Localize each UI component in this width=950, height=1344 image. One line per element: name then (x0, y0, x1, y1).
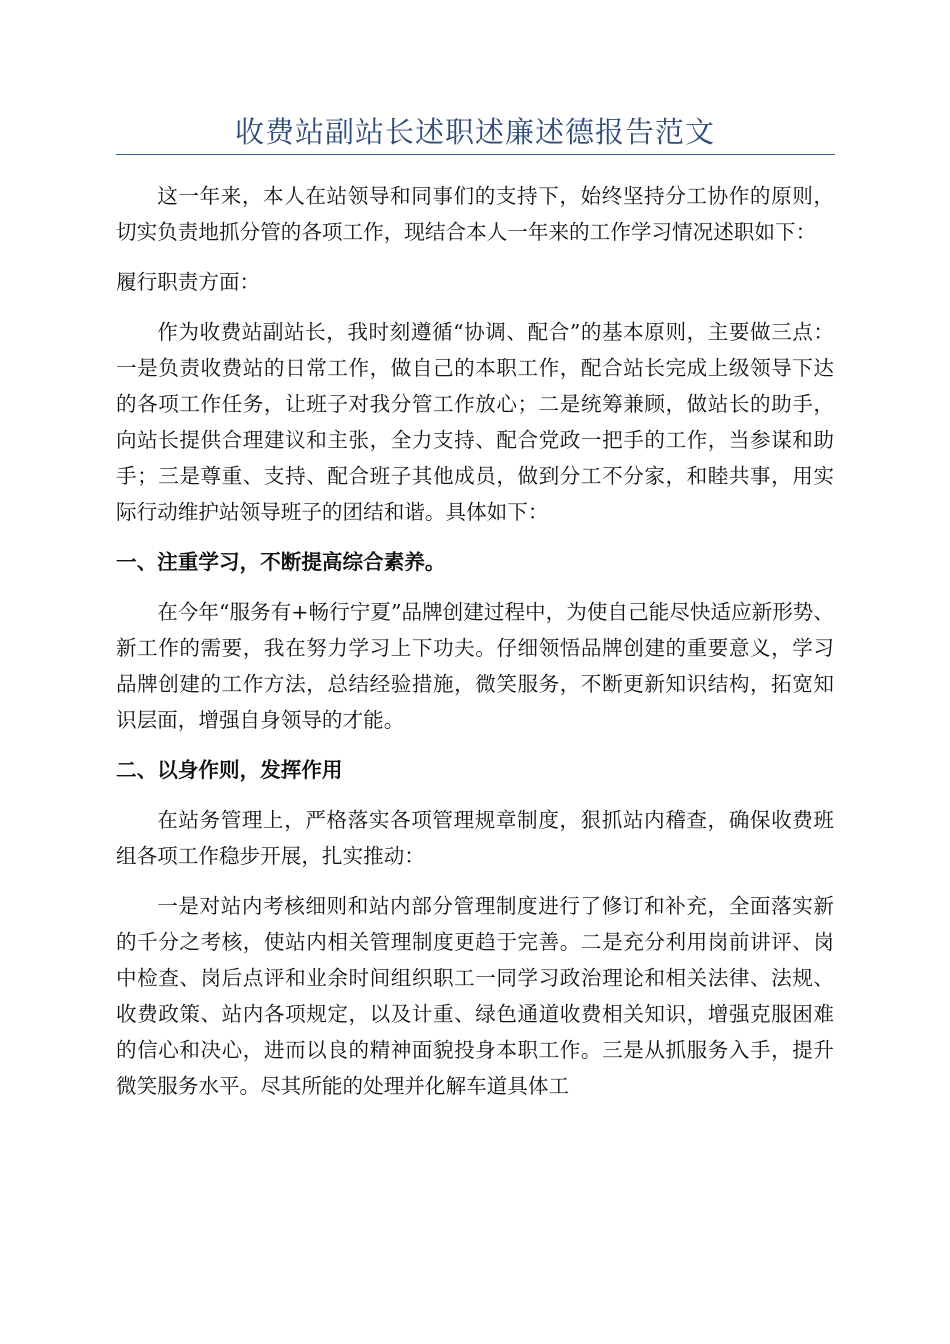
title-underline (116, 154, 835, 155)
paragraph-learning: 在今年“服务有+畅行宁夏”品牌创建过程中，为使自己能尽快适应新形势、新工作的需要，我在努力学习上下功夫。仔细领悟品牌创建的重要意义，学习品牌创建的工作方法，总结经验措施，微笑服务，不断更新知识结构，拓宽知识层面，增强自身领导的才能。 (116, 600, 834, 732)
paragraph-duties: 作为收费站副站长，我时刻遵循“协调、配合”的基本原则，主要做三点：一是负责收费站的日常工作，做自己的本职工作，配合站长完成上级领导下达的各项工作任务，让班子对我分管工作放心；二是统筹兼顾，做站长的助手，向站长提供合理建议和主张，全力支持、配合党政一把手的工作，当参谋和助手；三是尊重、支持、配合班子其他成员，做到分工不分家，和睦共事，用实际行动维护站领导班子的团结和谐。具体如下： (116, 320, 834, 524)
paragraph-intro: 这一年来，本人在站领导和同事们的支持下，始终坚持分工协作的原则，切实负责地抓分管的各项工作，现结合本人一年来的工作学习情况述职如下： (116, 184, 834, 244)
paragraph-management: 在站务管理上，严格落实各项管理规章制度，狠抓站内稽查，确保收费班组各项工作稳步开展，扎实推动： (116, 808, 834, 868)
section-heading-learning: 一、注重学习，不断提高综合素养。 (116, 550, 446, 574)
document-title: 收费站副站长述职述廉述德报告范文 (234, 115, 715, 149)
section-heading-leadership: 二、以身作则，发挥作用 (116, 758, 343, 782)
paragraph-measures: 一是对站内考核细则和站内部分管理制度进行了修订和补充，全面落实新的千分之考核，使站内相关管理制度更趋于完善。二是充分利用岗前讲评、岗中检查、岗后点评和业余时间组织职工一同学习政治理论和相关法律、法规、收费政策、站内各项规定，以及计重、绿色通道收费相关知识，增强克服困难的信心和决心，进而以良的精神面貌投身本职工作。三是从抓服务入手，提升微笑服务水平。尽其所能的处理并化解车道具体工 (116, 894, 834, 1098)
paragraph-duties-label: 履行职责方面： (116, 270, 261, 294)
document-body (116, 178, 834, 1118)
